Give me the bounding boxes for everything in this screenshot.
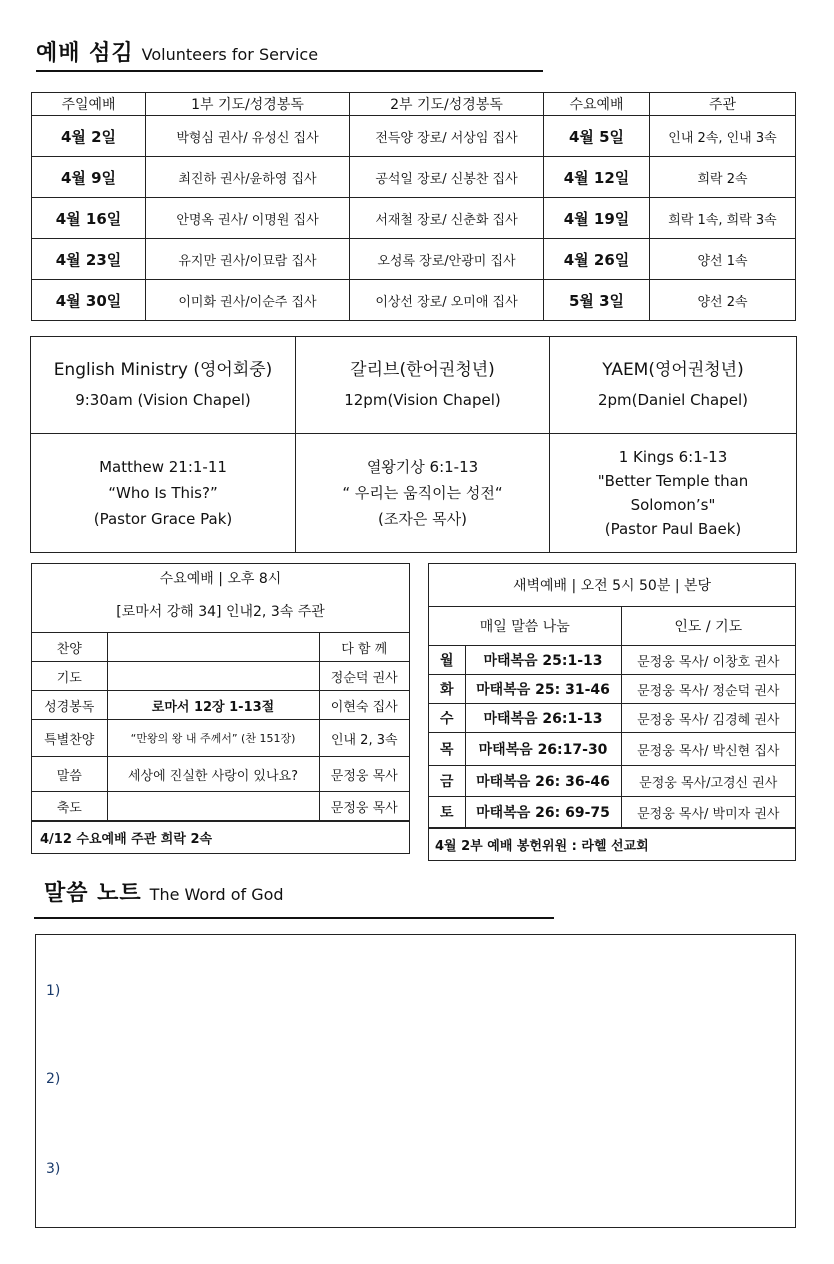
table-row (32, 198, 796, 239)
volunteers-title-ko: 예배 섬김 (36, 41, 134, 66)
order-content: “만왕의 왕 내 주께서” (찬 151장) (107, 720, 319, 757)
second-service-people: 이상선 장로/ 오미애 집사 (350, 280, 544, 321)
sunday-date: 4월 9일 (32, 157, 146, 198)
weekday: 화 (429, 675, 465, 704)
first-service-people: 유지만 권사/이묘람 집사 (146, 239, 350, 280)
second-service-people: 오성록 장로/안광미 집사 (350, 239, 544, 280)
sermon-title: "Better Temple than (597, 472, 749, 490)
first-service-people: 박형심 권사/ 유성신 집사 (146, 116, 350, 157)
table-row (32, 116, 796, 157)
leader: 문정웅 목사/ 김경혜 권사 (621, 704, 795, 733)
volunteers-header-row (32, 93, 796, 116)
daily-passage: 마태복음 26:1-13 (465, 704, 621, 733)
order-content (107, 633, 319, 662)
order-item: 특별찬양 (32, 720, 107, 757)
weekday: 수 (429, 704, 465, 733)
wednesday-order-table (32, 633, 409, 821)
weekday: 월 (429, 646, 465, 675)
sunday-date: 4월 30일 (32, 280, 146, 321)
wednesday-subtitle: [로마서 강해 34] 인내2, 3속 주관 (116, 604, 325, 620)
note-number: 1) (46, 983, 61, 999)
note-number: 2) (46, 1071, 61, 1087)
host-group: 양선 2속 (650, 280, 796, 321)
leader: 문정웅 목사/고경신 권사 (621, 766, 795, 797)
ministry-english-sermon (31, 434, 295, 552)
wednesday-date: 4월 5일 (544, 116, 650, 157)
ministry-galileo-sermon (296, 434, 549, 552)
ministry-english-header (31, 337, 295, 433)
ministry-name: YAEM(영어권청년) (602, 360, 744, 380)
col-first-service: 1부 기도/성경봉독 (146, 93, 350, 116)
daily-passage: 마태복음 26: 69-75 (465, 797, 621, 828)
volunteers-title-en: Volunteers for Service (141, 45, 319, 64)
sermon-preacher: (Pastor Grace Pak) (93, 510, 233, 528)
sunday-date: 4월 2일 (32, 116, 146, 157)
wednesday-date: 4월 26일 (544, 239, 650, 280)
notes-box[interactable] (35, 934, 796, 1228)
leader: 문정웅 목사/ 박미자 권사 (621, 797, 795, 828)
table-row (32, 792, 409, 821)
dawn-header-row (429, 607, 795, 646)
dawn-footer: 4월 2부 예배 봉헌위원 : 라헬 선교회 (429, 828, 795, 860)
table-row (32, 662, 409, 691)
sermon-passage: 1 Kings 6:1-13 (618, 448, 728, 466)
sermon-passage: 열왕기상 6:1-13 (366, 458, 479, 476)
table-row (429, 797, 795, 828)
order-item: 성경봉독 (32, 691, 107, 720)
host-group: 희락 2속 (650, 157, 796, 198)
ministry-galileo-header (296, 337, 549, 433)
ministries-box (30, 336, 797, 553)
dawn-title: 새벽예배 | 오전 5시 50분 | 본당 (429, 564, 795, 607)
host-group: 희락 1속, 희락 3속 (650, 198, 796, 239)
notes-title-en: The Word of God (149, 885, 284, 904)
volunteers-table (31, 92, 796, 321)
table-row (32, 157, 796, 198)
sermon-title: “ 우리는 움직이는 성전“ (342, 484, 503, 502)
order-person: 문정웅 목사 (319, 792, 409, 821)
wednesday-title: 수요예배 | 오후 8시 (159, 571, 282, 587)
order-content: 로마서 12장 1-13절 (107, 691, 319, 720)
ministry-name: 갈리브(한어권청년) (350, 360, 495, 380)
sunday-date: 4월 23일 (32, 239, 146, 280)
wednesday-footer: 4/12 수요예배 주관 희락 2속 (32, 821, 409, 853)
ministry-yaem-header (550, 337, 796, 433)
sermon-title: “Who Is This?” (108, 484, 218, 502)
table-row (429, 766, 795, 797)
order-item: 기도 (32, 662, 107, 691)
table-row (429, 646, 795, 675)
daily-passage: 마태복음 25: 31-46 (465, 675, 621, 704)
first-service-people: 이미화 권사/이순주 집사 (146, 280, 350, 321)
ministry-name: English Ministry (영어회중) (53, 360, 273, 380)
first-service-people: 안명옥 권사/ 이명원 집사 (146, 198, 350, 239)
order-person: 다 함 께 (319, 633, 409, 662)
sermon-preacher: (Pastor Paul Baek) (604, 520, 742, 538)
daily-passage: 마태복음 26:17-30 (465, 733, 621, 766)
order-item: 축도 (32, 792, 107, 821)
col-daily-word: 매일 말씀 나눔 (429, 607, 621, 646)
order-item: 말씀 (32, 757, 107, 792)
order-person: 이현숙 집사 (319, 691, 409, 720)
table-row (32, 280, 796, 321)
note-number: 3) (46, 1161, 61, 1177)
sermon-preacher: (조자은 목사) (378, 510, 467, 528)
table-row (32, 691, 409, 720)
weekday: 목 (429, 733, 465, 766)
weekday: 토 (429, 797, 465, 828)
leader: 문정웅 목사/ 박신현 집사 (621, 733, 795, 766)
col-wednesday: 수요예배 (544, 93, 650, 116)
table-row (429, 675, 795, 704)
weekday: 금 (429, 766, 465, 797)
wednesday-date: 4월 12일 (544, 157, 650, 198)
ministry-time: 9:30am (Vision Chapel) (75, 391, 251, 409)
volunteers-title-rule (36, 70, 543, 72)
wednesday-date: 4월 19일 (544, 198, 650, 239)
table-row (32, 239, 796, 280)
daily-passage: 마태복음 25:1-13 (465, 646, 621, 675)
sermon-passage: Matthew 21:1-11 (99, 458, 227, 476)
second-service-people: 전득양 장로/ 서상임 집사 (350, 116, 544, 157)
sunday-date: 4월 16일 (32, 198, 146, 239)
dawn-schedule-table (429, 607, 795, 828)
table-row (32, 633, 409, 662)
table-row (429, 704, 795, 733)
leader: 문정웅 목사/ 정순덕 권사 (621, 675, 795, 704)
ministry-yaem-sermon (550, 434, 796, 552)
order-content (107, 792, 319, 821)
second-service-people: 서재철 장로/ 신춘화 집사 (350, 198, 544, 239)
leader: 문정웅 목사/ 이창호 권사 (621, 646, 795, 675)
notes-title (44, 876, 284, 907)
wednesday-service-box (31, 563, 410, 854)
notes-title-rule (34, 917, 554, 919)
notes-title-ko: 말씀 노트 (44, 881, 142, 906)
order-person: 문정웅 목사 (319, 757, 409, 792)
ministry-time: 12pm(Vision Chapel) (344, 391, 501, 409)
col-second-service: 2부 기도/성경봉독 (350, 93, 544, 116)
col-sunday: 주일예배 (32, 93, 146, 116)
order-item: 찬양 (32, 633, 107, 662)
table-row (32, 757, 409, 792)
order-content (107, 662, 319, 691)
wednesday-header (32, 564, 409, 633)
host-group: 인내 2속, 인내 3속 (650, 116, 796, 157)
col-host: 주관 (650, 93, 796, 116)
col-lead-prayer: 인도 / 기도 (621, 607, 795, 646)
order-content: 세상에 진실한 사랑이 있나요? (107, 757, 319, 792)
first-service-people: 최진하 권사/윤하영 집사 (146, 157, 350, 198)
sermon-title-cont: Solomon’s" (630, 496, 716, 514)
host-group: 양선 1속 (650, 239, 796, 280)
order-person: 인내 2, 3속 (319, 720, 409, 757)
wednesday-date: 5월 3일 (544, 280, 650, 321)
volunteers-title (36, 36, 318, 67)
dawn-service-box (428, 563, 796, 861)
table-row (429, 733, 795, 766)
second-service-people: 공석일 장로/ 신봉찬 집사 (350, 157, 544, 198)
order-person: 정순덕 권사 (319, 662, 409, 691)
ministry-time: 2pm(Daniel Chapel) (597, 391, 749, 409)
table-row (32, 720, 409, 757)
daily-passage: 마태복음 26: 36-46 (465, 766, 621, 797)
